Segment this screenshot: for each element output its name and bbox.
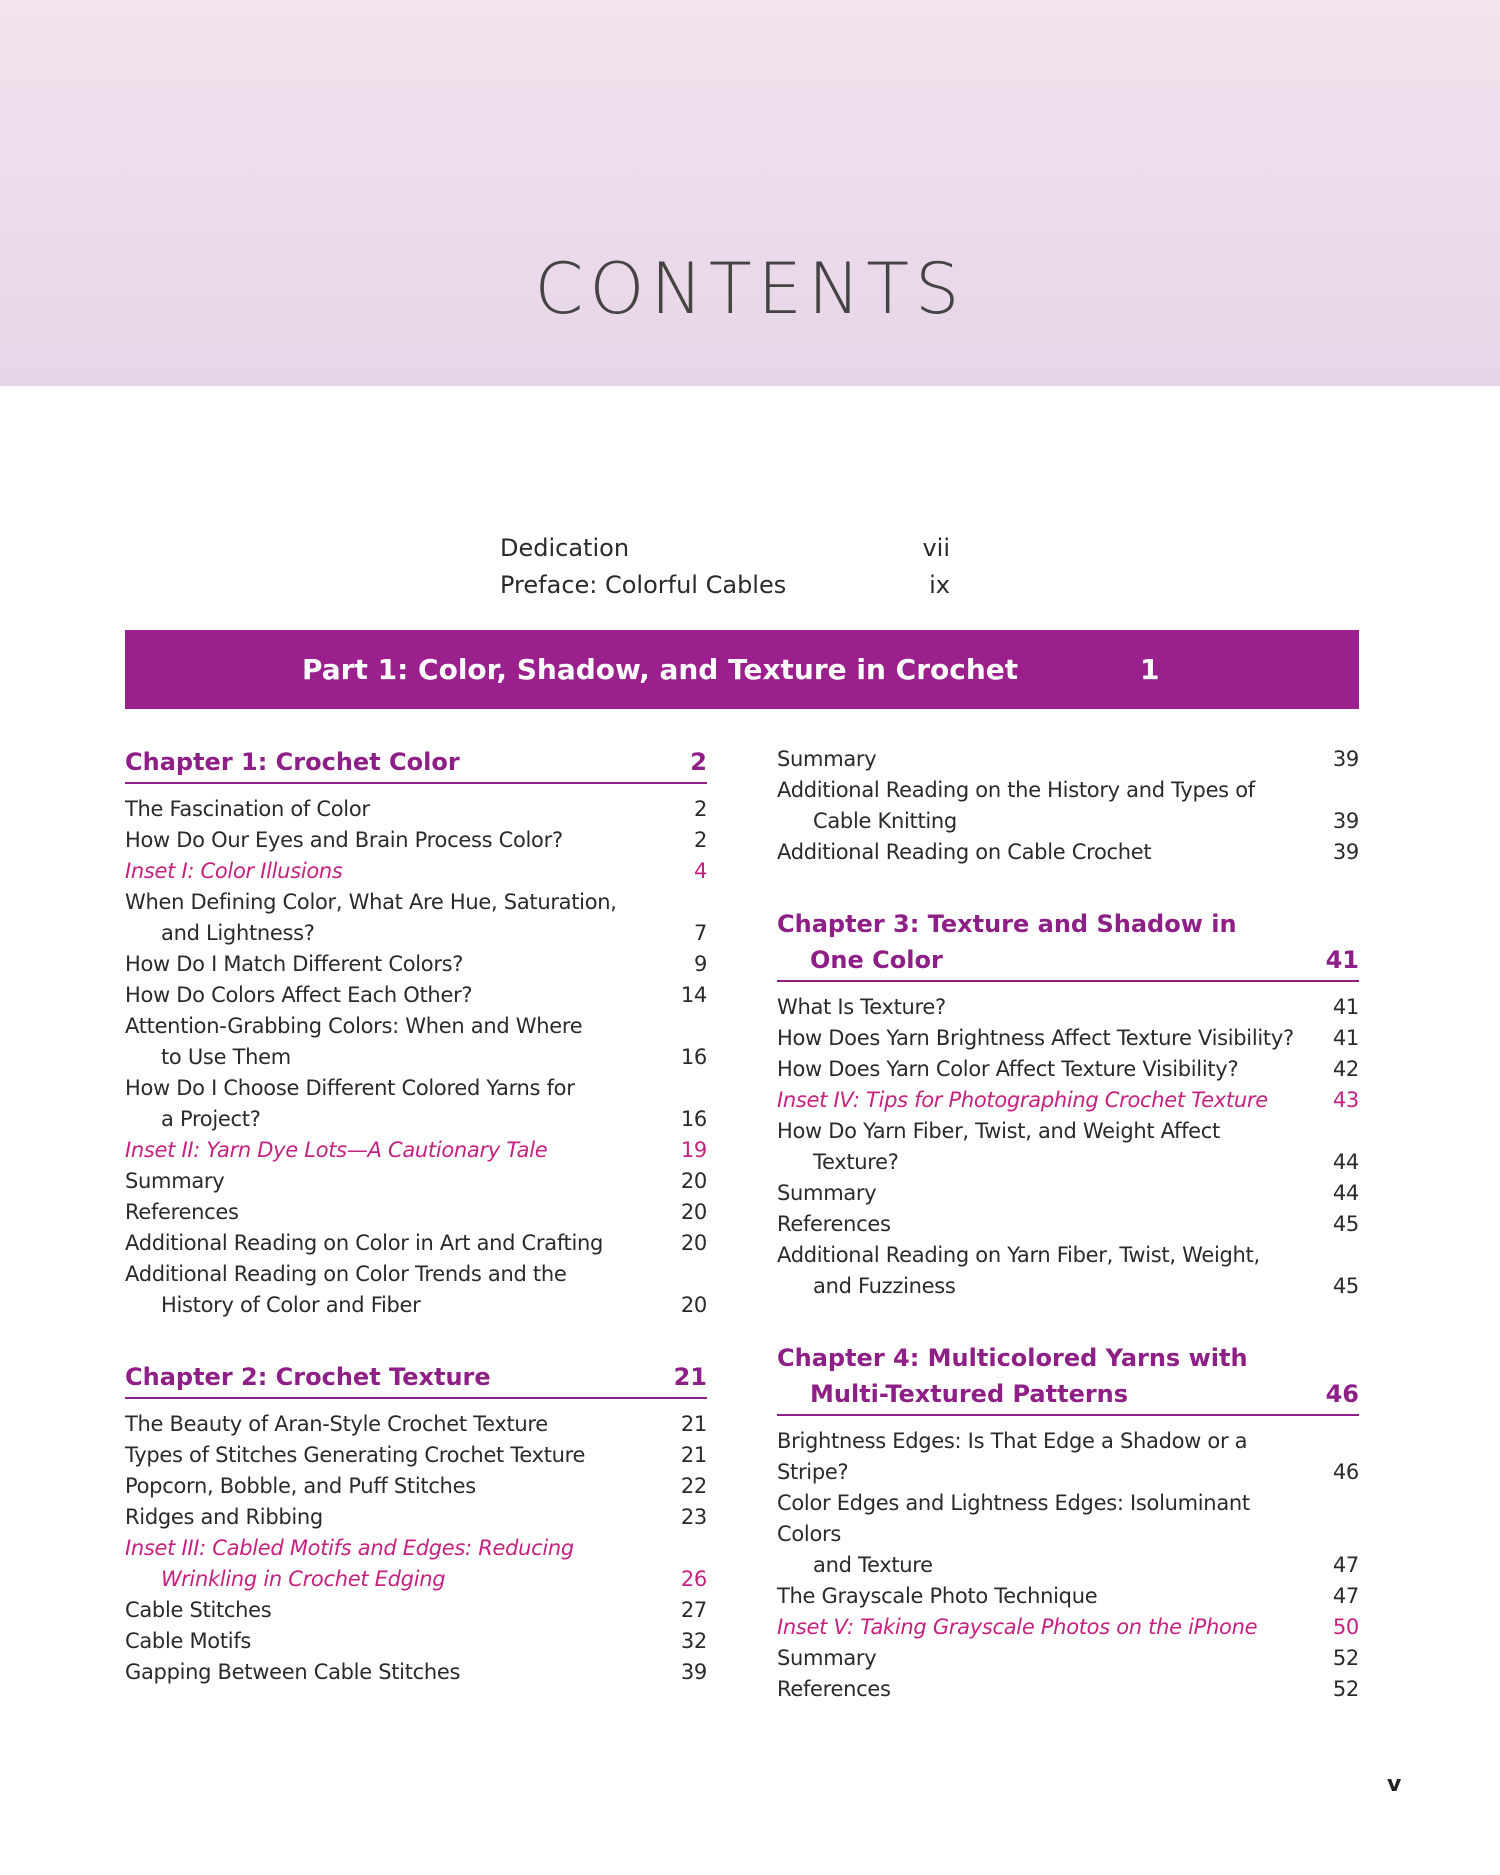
toc-entry-line: Wrinkling in Crochet Edging [161, 1567, 446, 1591]
toc-entry-line: How Does Yarn Brightness Affect Texture Visibility? [777, 1026, 1294, 1050]
toc-entry-title [777, 1023, 1325, 1054]
toc-entry-line: The Grayscale Photo Technique [777, 1584, 1098, 1608]
toc-entry[interactable] [125, 1440, 707, 1471]
toc-entry-title [125, 1533, 673, 1595]
toc-entry-line: Additional Reading on Yarn Fiber, Twist, Weight, [777, 1243, 1260, 1267]
toc-entry-line: Inset I: Color Illusions [125, 859, 343, 883]
toc-entry-title [777, 1426, 1325, 1488]
toc-entry-page: 14 [680, 983, 707, 1007]
toc-entry-title [125, 1228, 673, 1259]
toc-entry-line: Additional Reading on Color in Art and Crafting [125, 1231, 604, 1255]
toc-entry-title [125, 825, 673, 856]
toc-entry-page: 20 [680, 1231, 707, 1255]
toc-entry-page: 9 [693, 952, 707, 976]
toc-entry[interactable] [777, 775, 1359, 837]
toc-entry[interactable] [125, 1166, 707, 1197]
toc-entry-line: Summary [777, 747, 877, 771]
toc-entry-line: Popcorn, Bobble, and Puff Stitches [125, 1474, 476, 1498]
toc-column-right [777, 744, 1359, 1705]
toc-entry-title [777, 1054, 1325, 1085]
toc-entry-line: Summary [125, 1169, 225, 1193]
toc-entry[interactable] [125, 1595, 707, 1626]
toc-entry-line: Attention-Grabbing Colors: When and Where [125, 1014, 583, 1038]
toc-inset-entry[interactable] [125, 856, 707, 887]
toc-entry-title [125, 1135, 673, 1166]
toc-inset-entry[interactable] [777, 1612, 1359, 1643]
chapter-1-heading[interactable] [125, 744, 707, 784]
toc-entry-line: References [777, 1677, 891, 1701]
toc-entry-page: 26 [680, 1567, 707, 1591]
toc-entry[interactable] [125, 1502, 707, 1533]
toc-entry-line: Brightness Edges: Is That Edge a Shadow or a Stripe? [777, 1429, 1248, 1484]
toc-entry[interactable] [125, 1259, 707, 1321]
toc-entry[interactable] [777, 1023, 1359, 1054]
toc-entry-line: How Does Yarn Color Affect Texture Visibility? [777, 1057, 1239, 1081]
toc-entry[interactable] [777, 1488, 1359, 1581]
toc-entry-page: 20 [680, 1169, 707, 1193]
toc-entry-line: How Do I Choose Different Colored Yarns for [125, 1076, 575, 1100]
toc-entry-page: 22 [680, 1474, 707, 1498]
toc-entry-title [777, 1178, 1325, 1209]
toc-entry-title [777, 992, 1325, 1023]
toc-entry-page: 4 [693, 859, 707, 883]
toc-entry[interactable] [125, 1011, 707, 1073]
toc-entry-line: Inset III: Cabled Motifs and Edges: Reducing [125, 1536, 574, 1560]
toc-entry-title [125, 1440, 673, 1471]
chapter-page: 2 [690, 748, 707, 776]
toc-entry-title [777, 1674, 1325, 1705]
toc-entry-title [777, 744, 1325, 775]
toc-entry[interactable] [125, 1228, 707, 1259]
chapter-title-line: Chapter 4: Multicolored Yarns with [777, 1344, 1248, 1372]
toc-entry-line: Summary [777, 1646, 877, 1670]
toc-entry-line: Additional Reading on Color Trends and the [125, 1262, 567, 1286]
toc-inset-entry[interactable] [777, 1085, 1359, 1116]
toc-entry-line: How Do I Match Different Colors? [125, 952, 464, 976]
toc-inset-entry[interactable] [125, 1533, 707, 1595]
toc-entry-dedication[interactable] [500, 530, 950, 567]
toc-entry-page: 47 [1332, 1584, 1359, 1608]
toc-entry[interactable] [125, 1073, 707, 1135]
chapter-page: 21 [673, 1363, 707, 1391]
toc-entry-title [125, 1502, 673, 1533]
toc-entry-title [125, 1409, 673, 1440]
toc-entry-title [125, 1259, 673, 1321]
toc-entry-page: 39 [1332, 840, 1359, 864]
toc-entry-page: 21 [680, 1443, 707, 1467]
toc-entry-page: 27 [680, 1598, 707, 1622]
toc-entry-line: What Is Texture? [777, 995, 946, 1019]
toc-entry-page: 41 [1332, 1026, 1359, 1050]
chapter-4-entries [777, 1426, 1359, 1705]
toc-entry-line: When Defining Color, What Are Hue, Saturation, [125, 890, 617, 914]
toc-entry-line: Ridges and Ribbing [125, 1505, 323, 1529]
page-title: CONTENTS [534, 248, 966, 330]
toc-entry-page: 45 [1332, 1212, 1359, 1236]
toc-entry-title [125, 1595, 673, 1626]
toc-entry-page: 46 [1332, 1460, 1359, 1484]
toc-entry-line: Inset IV: Tips for Photographing Crochet Texture [777, 1088, 1268, 1112]
toc-entry[interactable] [125, 1197, 707, 1228]
toc-entry[interactable] [125, 1626, 707, 1657]
toc-entry-page: ix [929, 571, 950, 599]
toc-entry[interactable] [125, 980, 707, 1011]
toc-entry[interactable] [777, 1178, 1359, 1209]
toc-entry-title [125, 980, 673, 1011]
toc-entry[interactable] [125, 825, 707, 856]
chapter-2-continued-entries [777, 744, 1359, 868]
toc-entry-page: 43 [1332, 1088, 1359, 1112]
part-page: 1 [1140, 653, 1160, 686]
toc-entry-line: How Do Our Eyes and Brain Process Color? [125, 828, 563, 852]
toc-entry[interactable] [777, 837, 1359, 868]
toc-inset-entry[interactable] [125, 1135, 707, 1166]
toc-entry-page: 39 [1332, 809, 1359, 833]
toc-entry-title [125, 1471, 673, 1502]
toc-entry-title [125, 1011, 673, 1073]
toc-entry-page: 21 [680, 1412, 707, 1436]
chapter-title-line: One Color [810, 946, 943, 974]
chapter-title [777, 1340, 1326, 1412]
chapter-1-entries [125, 794, 707, 1321]
toc-entry-title [777, 1612, 1325, 1643]
toc-entry-line: Gapping Between Cable Stitches [125, 1660, 461, 1684]
toc-entry-page: 20 [680, 1200, 707, 1224]
toc-entry-page: 44 [1332, 1181, 1359, 1205]
toc-entry-title [777, 1209, 1325, 1240]
toc-entry-page: 44 [1332, 1150, 1359, 1174]
toc-entry[interactable] [125, 887, 707, 949]
toc-entry-page: 52 [1332, 1677, 1359, 1701]
toc-entry-title [777, 1581, 1325, 1612]
toc-entry-line: Summary [777, 1181, 877, 1205]
toc-entry-line: to Use Them [161, 1045, 291, 1069]
toc-entry-page: 39 [680, 1660, 707, 1684]
toc-entry-title [777, 1643, 1325, 1674]
toc-entry-page: 2 [693, 828, 707, 852]
toc-entry-title: Preface: Colorful Cables [500, 571, 787, 599]
toc-entry-title [777, 775, 1325, 837]
toc-entry-title [777, 1240, 1325, 1302]
toc-entry[interactable] [777, 1240, 1359, 1302]
toc-entry[interactable] [777, 1209, 1359, 1240]
toc-entry-page: 41 [1332, 995, 1359, 1019]
toc-entry-title [777, 837, 1325, 868]
toc-entry-page: 7 [693, 921, 707, 945]
toc-entry[interactable] [777, 1643, 1359, 1674]
toc-entry-line: Color Edges and Lightness Edges: Isoluminant Colors [777, 1491, 1250, 1546]
toc-entry[interactable] [777, 1116, 1359, 1178]
chapter-3-heading[interactable] [777, 906, 1359, 982]
toc-entry[interactable] [125, 1409, 707, 1440]
toc-entry-line: and Fuzziness [813, 1274, 956, 1298]
toc-entry-title [125, 949, 673, 980]
chapter-title: Chapter 2: Crochet Texture [125, 1363, 491, 1391]
toc-entry[interactable] [777, 744, 1359, 775]
toc-entry-page: 47 [1332, 1553, 1359, 1577]
toc-entry-page: 16 [680, 1107, 707, 1131]
toc-entry-page: 19 [680, 1138, 707, 1162]
chapter-page: 46 [1325, 1380, 1359, 1408]
toc-entry-title [125, 856, 673, 887]
toc-entry-title [125, 1657, 673, 1688]
toc-entry-line: References [777, 1212, 891, 1236]
chapter-3-entries [777, 992, 1359, 1302]
toc-entry-page: 39 [1332, 747, 1359, 771]
toc-entry[interactable] [125, 949, 707, 980]
toc-entry[interactable] [777, 1054, 1359, 1085]
toc-entry-page: 20 [680, 1293, 707, 1317]
toc-entry-line: Additional Reading on the History and Types of [777, 778, 1255, 802]
toc-entry-line: The Beauty of Aran-Style Crochet Texture [125, 1412, 548, 1436]
toc-entry-page: 52 [1332, 1646, 1359, 1670]
toc-entry-line: How Do Colors Affect Each Other? [125, 983, 473, 1007]
toc-entry-page: 45 [1332, 1274, 1359, 1298]
toc-entry-page: 16 [680, 1045, 707, 1069]
toc-entry[interactable] [125, 794, 707, 825]
toc-entry-page: 32 [680, 1629, 707, 1653]
toc-entry[interactable] [777, 1674, 1359, 1705]
chapter-title [777, 906, 1326, 978]
toc-entry-title [125, 887, 673, 949]
toc-entry-line: References [125, 1200, 239, 1224]
toc-entry-title [125, 794, 673, 825]
toc-entry-page: vii [922, 534, 950, 562]
page-number: v [1387, 1772, 1402, 1797]
toc-entry-page: 2 [693, 797, 707, 821]
toc-entry-title [777, 1116, 1325, 1178]
chapter-page: 41 [1325, 946, 1359, 974]
toc-entry[interactable] [777, 992, 1359, 1023]
toc-entry[interactable] [125, 1471, 707, 1502]
toc-entry-title [125, 1626, 673, 1657]
toc-column-left [125, 744, 707, 1688]
toc-entry-line: Inset II: Yarn Dye Lots—A Cautionary Tale [125, 1138, 548, 1162]
toc-entry-line: Types of Stitches Generating Crochet Texture [125, 1443, 586, 1467]
toc-entry-title: Dedication [500, 534, 630, 562]
front-matter [500, 530, 950, 604]
chapter-2-entries [125, 1409, 707, 1688]
toc-entry-line: How Do Yarn Fiber, Twist, and Weight Affect [777, 1119, 1220, 1143]
toc-entry[interactable] [125, 1657, 707, 1688]
chapter-4-heading[interactable] [777, 1340, 1359, 1416]
toc-entry-title [125, 1197, 673, 1228]
toc-entry[interactable] [777, 1426, 1359, 1488]
chapter-title: Chapter 1: Crochet Color [125, 748, 460, 776]
part-title: Part 1: Color, Shadow, and Texture in Crochet [302, 653, 1019, 686]
toc-entry-line: a Project? [161, 1107, 261, 1131]
toc-entry-line: Cable Knitting [813, 809, 957, 833]
toc-entry-line: The Fascination of Color [125, 797, 370, 821]
toc-entry[interactable] [777, 1581, 1359, 1612]
toc-entry-line: Inset V: Taking Grayscale Photos on the iPhone [777, 1615, 1258, 1639]
toc-entry-page: 50 [1332, 1615, 1359, 1639]
chapter-2-heading[interactable] [125, 1359, 707, 1399]
toc-entry-page: 42 [1332, 1057, 1359, 1081]
toc-entry-preface[interactable] [500, 567, 950, 604]
chapter-title-line: Chapter 3: Texture and Shadow in [777, 910, 1237, 938]
toc-entry-title [777, 1488, 1325, 1581]
chapter-title-line: Multi-Textured Patterns [810, 1380, 1129, 1408]
toc-entry-line: Texture? [813, 1150, 899, 1174]
toc-entry-line: and Texture [813, 1553, 933, 1577]
toc-entry-title [777, 1085, 1325, 1116]
part-1-banner[interactable] [125, 630, 1359, 709]
toc-entry-page: 23 [680, 1505, 707, 1529]
toc-entry-title [125, 1166, 673, 1197]
toc-entry-line: and Lightness? [161, 921, 315, 945]
toc-entry-line: History of Color and Fiber [161, 1293, 421, 1317]
toc-entry-line: Cable Motifs [125, 1629, 252, 1653]
toc-entry-title [125, 1073, 673, 1135]
toc-entry-line: Cable Stitches [125, 1598, 272, 1622]
toc-entry-line: Additional Reading on Cable Crochet [777, 840, 1152, 864]
